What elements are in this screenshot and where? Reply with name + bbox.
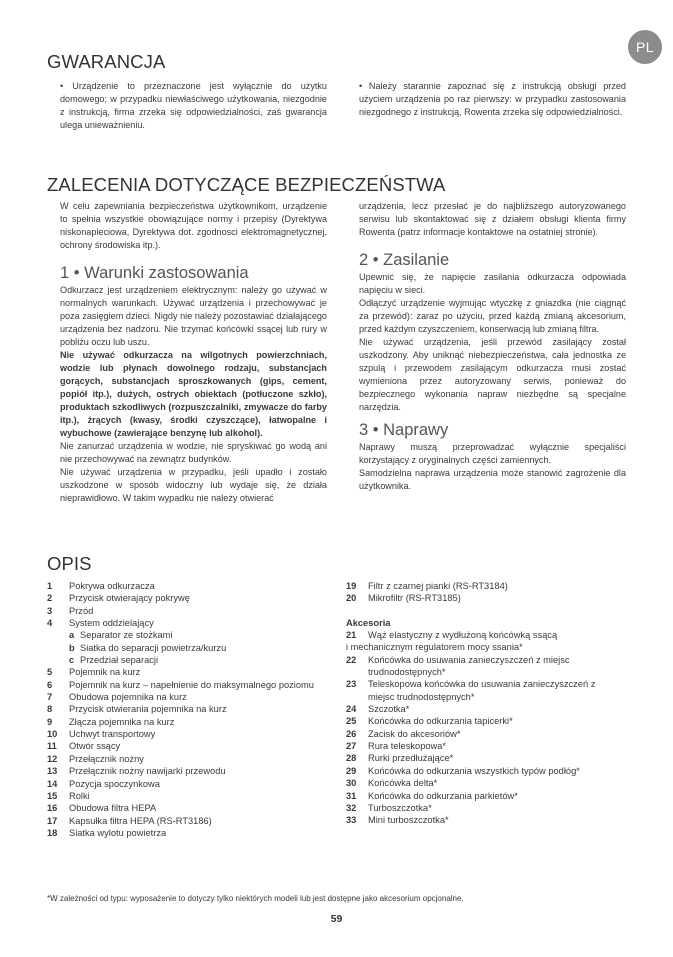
language-badge: PL bbox=[628, 30, 662, 64]
item-number: 12 bbox=[47, 753, 58, 764]
item-label: Uchwyt transportowy bbox=[69, 729, 156, 740]
item-label: Końcówka do odkurzania tapicerki* bbox=[368, 716, 513, 727]
safety-intro: W celu zapewniania bezpieczeństwa użytkownikom, urządzenie to spełnia wszystkie obowiązujące normy i przepisy (Dyrektywa niskonapieciowa, Dyrektywa dot. zgodnosci elektromagnetycznej, ochrony środowiska itp.). bbox=[60, 201, 327, 250]
parts-list-left bbox=[47, 580, 347, 839]
item-number: 27 bbox=[346, 741, 357, 752]
item-label-continuation: trudnodostępnych* bbox=[368, 667, 446, 678]
list-item bbox=[47, 703, 347, 715]
item-label: Rurki przedłużające* bbox=[368, 753, 454, 764]
section-2-paragraph: Upewnić się, że napięcie zasilania odkurzacza odpowiada napięciu w sieci. bbox=[359, 272, 626, 295]
item-label: Siatka wylotu powietrza bbox=[69, 827, 167, 838]
subitem-letter: a bbox=[69, 630, 75, 641]
item-label: Mikrofiltr (RS-RT3185) bbox=[368, 593, 461, 604]
item-number: 7 bbox=[47, 692, 53, 703]
list-item bbox=[47, 827, 347, 839]
item-number: 2 bbox=[47, 593, 53, 604]
opis-title: OPIS bbox=[47, 553, 92, 574]
guarantee-right-paragraph: • Należy starannie zapoznać się z instrukcją obsługi przed użyciem urządzenia po raz pierwszy: w przypadku zastosowania niezgodnego z instrukcją, Rowenta zrzeka się odpowiedzialności. bbox=[359, 81, 626, 117]
section-2-paragraph: Nie używać urządzenia, jeśli przewód zasilający został uszkodzony. Aby uniknąć niebezpieczeństwa, cała jednostka ze szpulą i przewodem zasilającym odkurzacza musi zostać wymieniona przez autoryzowany serwis, ponieważ do bezpiecznego wykonania napraw niezbędne są specjalne narzędzia. bbox=[359, 337, 626, 412]
safety-left-column bbox=[60, 200, 327, 505]
list-item bbox=[47, 740, 347, 752]
section-2-paragraph: Odłączyć urządzenie wyjmując wtyczkę z gniazdka (nie ciągnąć za przewód): zaraz po użyciu, przed każdą zmianą akcesorium, przed każdym czyszczeniem, konserwacją lub zmianą filtra. bbox=[359, 298, 626, 334]
item-number: 28 bbox=[346, 753, 357, 764]
item-number: 18 bbox=[47, 827, 58, 838]
item-number: 29 bbox=[346, 765, 357, 776]
list-item bbox=[47, 617, 347, 629]
section-1-paragraph: Odkurzacz jest urządzeniem elektrycznym: należy go używać w normalnych warunkach. Używać urządzenia i przechowywać je poza zasięgiem dzieci. Nigdy nie należy pozostawiać działającego urządzenia bez nadzoru. Nie trzymać końcówki ssącej lub rury w pobliżu oczu lub uszu. bbox=[60, 285, 327, 347]
item-label: System oddzielający bbox=[69, 618, 154, 629]
item-number: 33 bbox=[346, 815, 357, 826]
item-number: 20 bbox=[346, 593, 357, 604]
list-item bbox=[346, 740, 636, 752]
list-item bbox=[47, 679, 347, 691]
item-number: 26 bbox=[346, 728, 357, 739]
item-number: 5 bbox=[47, 667, 53, 678]
item-label: Wąż elastyczny z wydłużoną końcówką ssącą bbox=[368, 630, 558, 641]
footnote: *W zależności od typu: wyposażenie to dotyczy tylko niektórych modeli lub jest dostępne jako akcesorium opcjonalne. bbox=[47, 894, 464, 903]
item-label: Szczotka* bbox=[368, 704, 410, 715]
item-label: Rura teleskopowa* bbox=[368, 741, 447, 752]
subitem-label: Przedział separacji bbox=[80, 655, 159, 666]
page-number: 59 bbox=[330, 913, 343, 925]
list-item bbox=[47, 802, 347, 814]
item-number: 24 bbox=[346, 704, 357, 715]
guarantee-left-paragraph: • Urządzenie to przeznaczone jest wyłącznie do użytku domowego; w przypadku niewłaściwego użytkowania, niezgodnie z instrukcją, firma zrzeka się odpowiedzialności, zaś gwarancja ulega unieważnieniu. bbox=[60, 81, 327, 130]
item-label: Końcówka do odkurzania wszystkich typów podłóg* bbox=[368, 765, 580, 776]
item-number: 6 bbox=[47, 679, 53, 690]
item-number: 25 bbox=[346, 716, 357, 727]
item-label: Pozycja spoczynkowa bbox=[69, 778, 160, 789]
item-number: 13 bbox=[47, 766, 58, 777]
item-number: 11 bbox=[47, 741, 57, 752]
list-item bbox=[346, 592, 636, 604]
item-label: Przycisk otwierania pojemnika na kurz bbox=[69, 704, 227, 715]
item-label: Końcówka do odkurzania parkietów* bbox=[368, 790, 518, 801]
item-label-continuation: miejsc trudnodostępnych* bbox=[368, 691, 475, 702]
item-number: 31 bbox=[346, 790, 357, 801]
item-label: Końcówka delta* bbox=[368, 778, 438, 789]
list-item bbox=[47, 765, 347, 777]
section-1-continuation: urządzenia, lecz przesłać je do najbliższego autoryzowanego serwisu lub skontaktować się z działem obsługi klienta firmy Rowenta (patrz informacje kontaktowe na ostatniej stronie). bbox=[359, 201, 626, 237]
item-label-continuation: i mechanicznym regulatorem mocy ssania* bbox=[346, 642, 523, 653]
list-item bbox=[47, 666, 347, 678]
list-item bbox=[346, 580, 636, 592]
list-item bbox=[346, 790, 636, 802]
list-item bbox=[346, 703, 636, 715]
list-item bbox=[346, 752, 636, 764]
item-number: 9 bbox=[47, 716, 53, 727]
item-number: 30 bbox=[346, 778, 357, 789]
list-item bbox=[346, 802, 636, 814]
section-3-title: 3 • Naprawy bbox=[359, 421, 449, 439]
item-number: 1 bbox=[47, 581, 53, 591]
item-number: 16 bbox=[47, 803, 58, 814]
list-item bbox=[47, 815, 347, 827]
accessories-title: Akcesoria bbox=[346, 617, 391, 628]
section-3-paragraph: Samodzielna naprawa urządzenia może stanowić zagrożenie dla użytkownika. bbox=[359, 468, 626, 491]
list-item bbox=[346, 678, 636, 690]
item-number: 22 bbox=[346, 654, 357, 665]
list-item bbox=[47, 605, 347, 617]
safety-title: ZALECENIA DOTYCZĄCE BEZPIECZEŃSTWA bbox=[47, 174, 446, 195]
subitem-label: Separator ze stożkami bbox=[80, 630, 173, 641]
list-item bbox=[47, 592, 347, 604]
item-label: Kapsułka filtra HEPA (RS-RT3186) bbox=[69, 815, 212, 826]
subitem-letter: c bbox=[69, 655, 75, 666]
list-item bbox=[47, 716, 347, 728]
item-label: Zacisk do akcesoriów* bbox=[368, 728, 461, 739]
parts-list-right bbox=[346, 580, 636, 827]
section-1-paragraph: Nie używać urządzenia w przypadku, jeśli upadło i zostało uszkodzone w sposób widoczny lub wydaje się, że działa nieprawidłowo. W takim wypadku nie należy otwierać bbox=[60, 467, 327, 503]
item-number: 23 bbox=[346, 679, 357, 690]
list-item bbox=[47, 753, 347, 765]
guarantee-title: GWARANCJA bbox=[47, 51, 166, 72]
item-number: 15 bbox=[47, 790, 58, 801]
list-subitem bbox=[47, 654, 347, 666]
item-label: Obudowa filtra HEPA bbox=[69, 803, 157, 814]
list-item bbox=[346, 654, 636, 666]
item-number: 19 bbox=[346, 581, 357, 591]
item-label: Przełącznik nożny bbox=[69, 753, 144, 764]
list-item bbox=[346, 814, 636, 826]
list-subitem bbox=[47, 629, 347, 641]
section-2-title: 2 • Zasilanie bbox=[359, 251, 450, 269]
safety-right-column bbox=[359, 200, 626, 493]
list-subitem bbox=[47, 642, 347, 654]
section-3-paragraph: Naprawy muszą przeprowadzać wyłącznie specjaliści korzystający z oryginalnych części zamiennych. bbox=[359, 442, 626, 465]
item-label: Pokrywa odkurzacza bbox=[69, 581, 155, 591]
list-item bbox=[47, 728, 347, 740]
item-label: Pojemnik na kurz – napełnienie do maksymalnego poziomu bbox=[69, 679, 314, 690]
item-label: Końcówka do usuwania zanieczyszczeń z miejsc bbox=[368, 654, 570, 665]
list-item bbox=[47, 778, 347, 790]
item-label: Złącza pojemnika na kurz bbox=[69, 716, 175, 727]
list-item bbox=[346, 728, 636, 740]
item-number: 14 bbox=[47, 778, 58, 789]
list-item bbox=[346, 715, 636, 727]
guarantee-left-text bbox=[60, 80, 327, 132]
list-item bbox=[47, 580, 347, 592]
item-number: 8 bbox=[47, 704, 53, 715]
section-1-paragraph: Nie zanurzać urządzenia w wodzie, nie spryskiwać go wodą ani nie przechowywać na zewnątrz budynków. bbox=[60, 441, 327, 464]
item-label: Przycisk otwierający pokrywę bbox=[69, 593, 190, 604]
item-label: Otwór ssący bbox=[69, 741, 121, 752]
item-number: 17 bbox=[47, 815, 58, 826]
item-label: Mini turboszczotka* bbox=[368, 815, 449, 826]
list-item bbox=[346, 765, 636, 777]
guarantee-right-text bbox=[359, 80, 626, 119]
item-number: 10 bbox=[47, 729, 58, 740]
list-item bbox=[47, 691, 347, 703]
item-label: Rolki bbox=[69, 790, 90, 801]
list-item bbox=[47, 790, 347, 802]
item-label: Teleskopowa końcówka do usuwania zanieczyszczeń z bbox=[368, 679, 596, 690]
item-label: Obudowa pojemnika na kurz bbox=[69, 692, 187, 703]
item-label: Pojemnik na kurz bbox=[69, 667, 141, 678]
item-number: 21 bbox=[346, 630, 357, 641]
list-item bbox=[346, 777, 636, 789]
item-label: Przełącznik nożny nawijarki przewodu bbox=[69, 766, 226, 777]
section-1-warning: Nie używać odkurzacza na wilgotnych powierzchniach, wodzie lub płynach dowolnego rodzaju, substancjach gorących, substancjach sproszkowanych (gips, cement, popiół itp.), dużych, ostrych obiektach (potłuczone szkło), produktach szkodliwych (rozpuszczalniki, zmywacze do farby itp.), żrących (kwasy, środki czyszczące), łatwopalne i wybuchowe (zawierające benzynę lub alkohol). bbox=[60, 350, 327, 438]
item-label: Przód bbox=[69, 605, 94, 616]
subitem-label: Siatka do separacji powietrza/kurzu bbox=[80, 642, 227, 653]
item-label: Filtr z czarnej pianki (RS-RT3184) bbox=[368, 581, 508, 591]
item-number: 3 bbox=[47, 605, 53, 616]
list-item bbox=[346, 629, 636, 641]
item-label: Turboszczotka* bbox=[368, 802, 432, 813]
item-number: 32 bbox=[346, 802, 357, 813]
subitem-letter: b bbox=[69, 642, 75, 653]
item-number: 4 bbox=[47, 618, 53, 629]
section-1-title: 1 • Warunki zastosowania bbox=[60, 264, 249, 282]
